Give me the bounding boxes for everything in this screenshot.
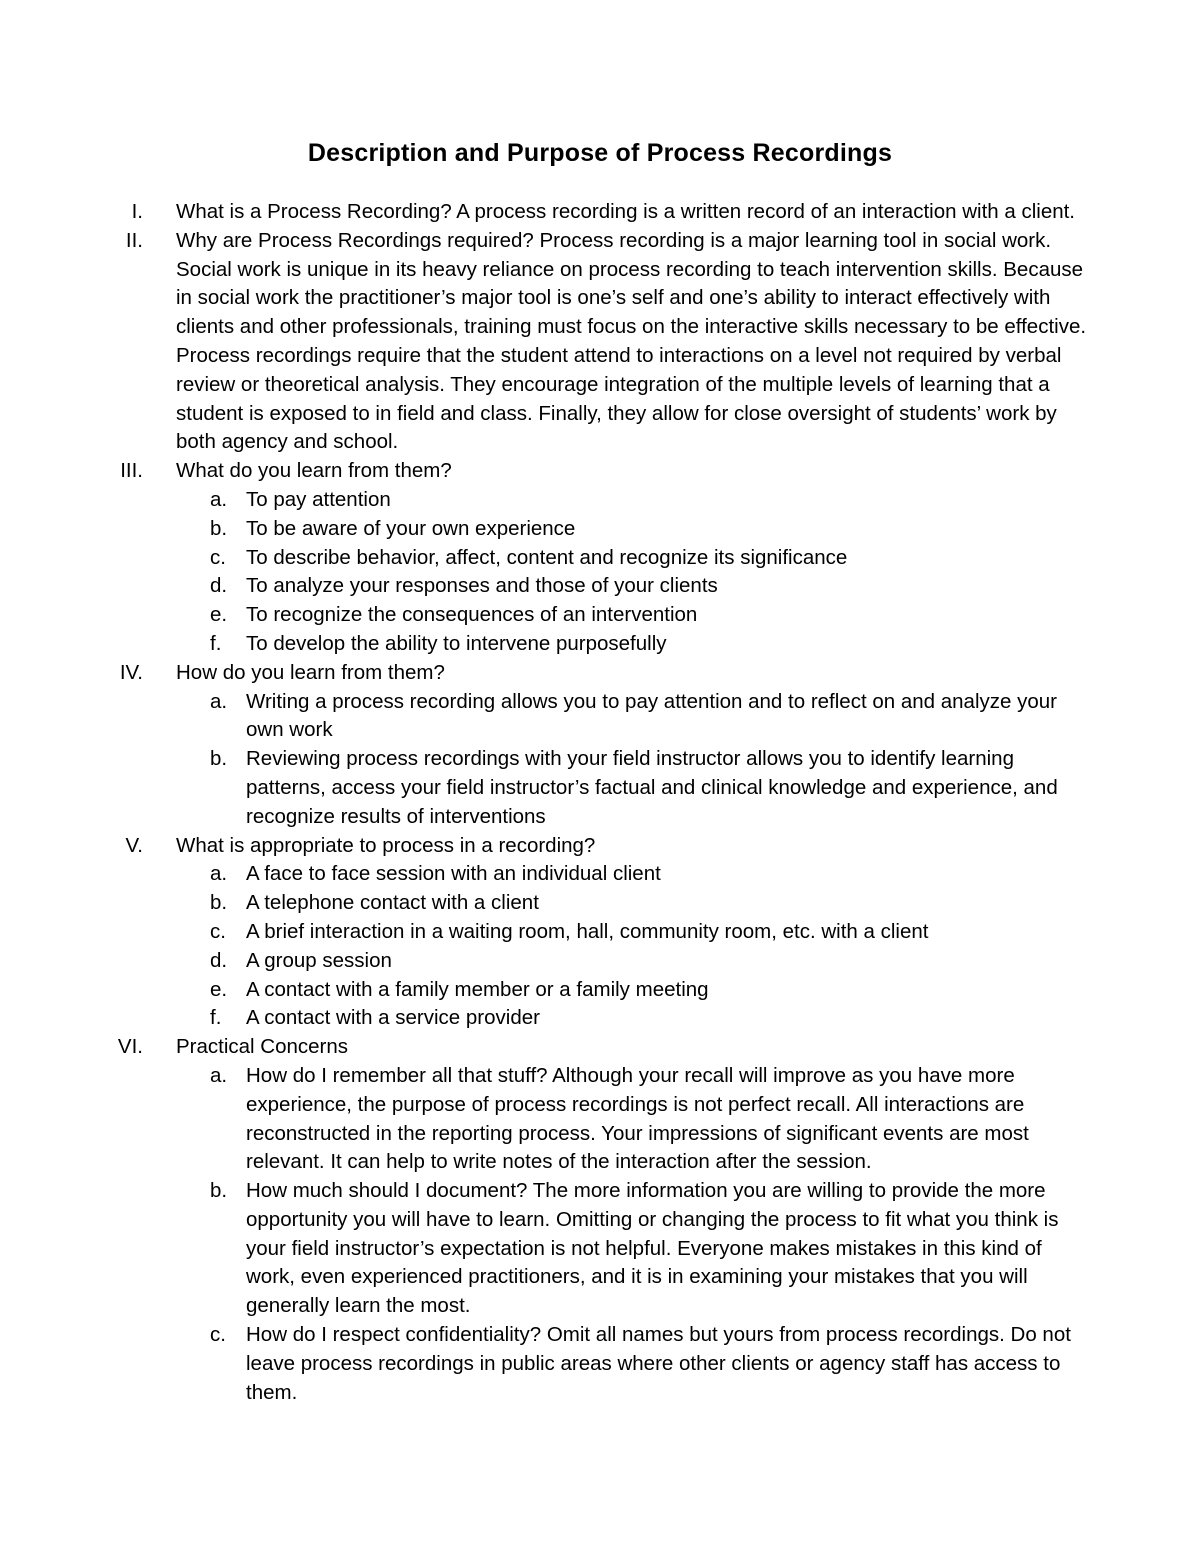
list-item bbox=[176, 889, 1096, 918]
section-number: II. bbox=[125, 228, 143, 252]
item-letter: a. bbox=[210, 689, 228, 713]
item-letter: b. bbox=[210, 1179, 228, 1203]
item-letter: a. bbox=[210, 1063, 228, 1087]
section-text: Why are Process Recordings required? Process recording is a major learning tool in social work. Social work is unique in its heavy reliance on process recording to teach intervention skills. Because in social work the practitioner’s major tool is one’s self and one’s ability to interact effectively with clients and other professionals, training must focus on the interactive skills necessary to be effective. Process recordings require that the student attend to interactions on a level not required by verbal review or theoretical analysis. They encourage integration of the multiple levels of learning that a student is exposed to in field and class. Finally, they allow for close oversight of students’ work by both agency and school. bbox=[176, 228, 1087, 454]
list-item bbox=[176, 1062, 1096, 1177]
section-number: VI. bbox=[117, 1035, 143, 1059]
page-title: Description and Purpose of Process Recordings bbox=[307, 139, 893, 167]
section-2 bbox=[0, 227, 1096, 457]
list-item bbox=[176, 601, 1096, 630]
item-text: A group session bbox=[246, 948, 392, 972]
item-letter: f. bbox=[210, 1006, 222, 1030]
item-letter: a. bbox=[210, 862, 228, 886]
item-text: A brief interaction in a waiting room, hall, community room, etc. with a client bbox=[246, 919, 929, 943]
list-item bbox=[176, 572, 1096, 601]
item-text: To be aware of your own experience bbox=[246, 516, 576, 540]
section-text: What do you learn from them? bbox=[176, 459, 452, 483]
section-4 bbox=[0, 659, 1096, 688]
outline-list bbox=[0, 198, 1200, 1407]
item-letter: f. bbox=[210, 631, 222, 655]
item-text: A contact with a service provider bbox=[246, 1006, 540, 1030]
section-text: Practical Concerns bbox=[176, 1035, 349, 1059]
section-3-items bbox=[0, 486, 1096, 659]
list-item bbox=[176, 486, 1096, 515]
list-item bbox=[176, 544, 1096, 573]
item-text: To analyze your responses and those of your clients bbox=[246, 574, 718, 598]
section-text: How do you learn from them? bbox=[176, 660, 445, 684]
section-1 bbox=[0, 198, 1096, 227]
section-6 bbox=[0, 1033, 1096, 1062]
item-letter: c. bbox=[210, 1323, 226, 1347]
item-letter: b. bbox=[210, 747, 228, 771]
item-letter: d. bbox=[210, 574, 228, 598]
item-letter: b. bbox=[210, 891, 228, 915]
list-item bbox=[176, 515, 1096, 544]
item-text: How do I respect confidentiality? Omit all names but yours from process recordings. Do not leave process recordings in public areas where other clients or agency staff has access to them. bbox=[246, 1323, 1071, 1404]
item-letter: e. bbox=[210, 603, 228, 627]
list-item bbox=[176, 918, 1096, 947]
list-item bbox=[176, 947, 1096, 976]
item-letter: d. bbox=[210, 948, 228, 972]
item-letter: a. bbox=[210, 487, 228, 511]
item-text: Writing a process recording allows you to pay attention and to reflect on and analyze your own work bbox=[246, 689, 1057, 742]
section-6-items bbox=[0, 1062, 1096, 1408]
list-item bbox=[176, 976, 1096, 1005]
item-letter: e. bbox=[210, 977, 228, 1001]
section-text: What is a Process Recording? A process recording is a written record of an interaction with a client. bbox=[176, 200, 1076, 223]
list-item bbox=[176, 1004, 1096, 1033]
list-item bbox=[176, 745, 1096, 831]
section-number: III. bbox=[120, 459, 143, 483]
item-text: To pay attention bbox=[246, 487, 391, 511]
item-letter: c. bbox=[210, 545, 226, 569]
section-5-items bbox=[0, 860, 1096, 1033]
list-item bbox=[176, 1321, 1096, 1407]
item-text: How much should I document? The more information you are willing to provide the more opportunity you will have to learn. Omitting or changing the process to fit what you think is your field instructor’s expectation is not helpful. Everyone makes mistakes in this kind of work, even experienced practitioners, and it is in examining your mistakes that you will generally learn the most. bbox=[246, 1179, 1059, 1318]
item-text: A face to face session with an individual client bbox=[246, 862, 661, 886]
list-item bbox=[176, 1177, 1096, 1321]
item-text: A contact with a family member or a family meeting bbox=[246, 977, 709, 1001]
item-letter: b. bbox=[210, 516, 228, 540]
item-text: To develop the ability to intervene purposefully bbox=[246, 631, 667, 655]
item-text: To recognize the consequences of an intervention bbox=[246, 603, 698, 627]
section-number: IV. bbox=[119, 660, 143, 684]
section-4-items bbox=[0, 688, 1096, 832]
section-number: V. bbox=[125, 833, 143, 857]
section-number: I. bbox=[131, 200, 143, 223]
item-text: How do I remember all that stuff? Although your recall will improve as you have more experience, the purpose of process recordings is not perfect recall. All interactions are reconstructed in the reporting process. Your impressions of significant events are most relevant. It can help to write notes of the interaction after the session. bbox=[246, 1063, 1029, 1174]
section-3 bbox=[0, 457, 1096, 486]
item-letter: c. bbox=[210, 919, 226, 943]
item-text: To describe behavior, affect, content and recognize its significance bbox=[246, 545, 848, 569]
list-item bbox=[176, 630, 1096, 659]
section-5 bbox=[0, 832, 1096, 861]
list-item bbox=[176, 860, 1096, 889]
item-text: A telephone contact with a client bbox=[246, 891, 539, 915]
item-text: Reviewing process recordings with your field instructor allows you to identify learning patterns, access your field instructor’s factual and clinical knowledge and experience, and recognize results of interventions bbox=[246, 747, 1058, 828]
list-item bbox=[176, 688, 1096, 746]
section-text: What is appropriate to process in a recording? bbox=[176, 833, 596, 857]
